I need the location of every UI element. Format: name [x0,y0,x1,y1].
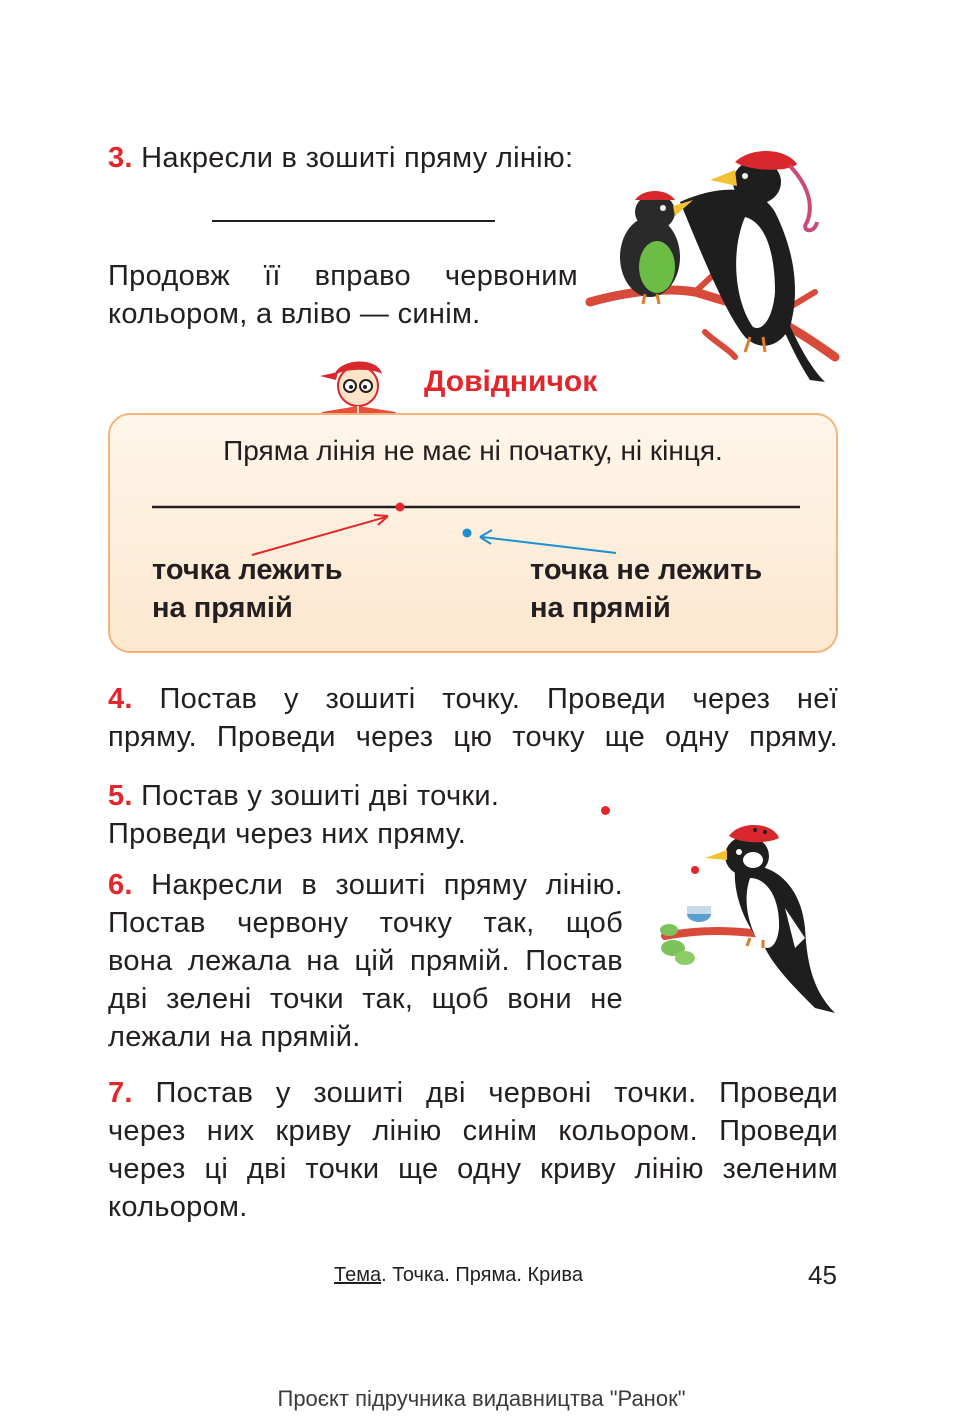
page-number: 45 [808,1260,837,1290]
exercise-7-line-2: через них криву лінію синім кольором. Проведи [108,1115,838,1147]
exercise-5-number: 5. [108,780,133,812]
exercise-5-line-2: Проведи через них пряму. [108,818,467,850]
exercise-7-number: 7. [108,1077,133,1109]
exercise-3-text: Накресли в зошиті пряму лінію: [141,142,574,174]
exercise-4-line-1: Постав у зошиті точку. Проведи через неї [159,683,839,715]
exercise-6-line-5: лежали на прямій. [108,1021,361,1053]
character-with-book-icon [316,354,402,416]
footer-topic-label: Тема [334,1264,382,1286]
exercise-6-number: 6. [108,869,133,901]
exercise-4 [108,680,838,756]
red-arrow [252,515,388,555]
exercise-3-instruction [108,139,638,177]
label-point-on-line: точка лежить на прямій [152,554,343,624]
exercise-3-line-2b: кольором, а вліво — синім. [108,298,481,330]
handbook-statement: Пряма лінія не має ні початку, ні кінця. [223,435,723,466]
exercise-5 [108,777,578,853]
point-on-line [396,503,405,512]
exercise-3-number: 3. [108,142,133,174]
woodpecker-illustration [655,818,840,1013]
point-off-line [463,529,472,538]
handbook-info-box [108,413,838,653]
exercise-4-number: 4. [108,683,133,715]
two-birds-illustration [585,142,840,384]
handbook-title: Довідничок [424,365,598,398]
exercise-3-line-2a: Продовж її вправо червоним [108,260,578,292]
sample-straight-line [212,220,495,222]
exercise-6-line-4: дві зелені точки так, щоб вони не [108,983,623,1015]
exercise-7 [108,1074,838,1226]
red-dot-decoration [601,806,610,815]
exercise-7-line-4: кольором. [108,1191,248,1223]
exercise-7-line-1: Постав у зошиті дві червоні точки. Проведи [155,1077,838,1109]
exercise-3-continuation [108,257,578,333]
blue-arrow [480,530,616,553]
exercise-7-line-3: через ці дві точки ще одну криву лінію зеленим [108,1153,838,1185]
exercise-6 [108,866,623,1056]
footer-topic [334,1264,583,1287]
label-point-off-line: точка не лежить на прямій [530,554,763,624]
exercise-6-line-2: Постав червону точку так, щоб [108,907,623,939]
exercise-6-line-3: вона лежала на цій прямій. Постав [108,945,623,977]
exercise-5-line-1: Постав у зошиті дві точки. [141,780,500,812]
exercise-6-line-1: Накресли в зошиті пряму лінію. [151,869,623,901]
footer-topic-text: . Точка. Пряма. Крива [381,1264,583,1286]
publisher-note: Проєкт підручника видавництва "Ранок" [277,1386,686,1411]
exercise-4-line-2: пряму. Проведи через цю точку ще одну пряму. [108,721,838,753]
